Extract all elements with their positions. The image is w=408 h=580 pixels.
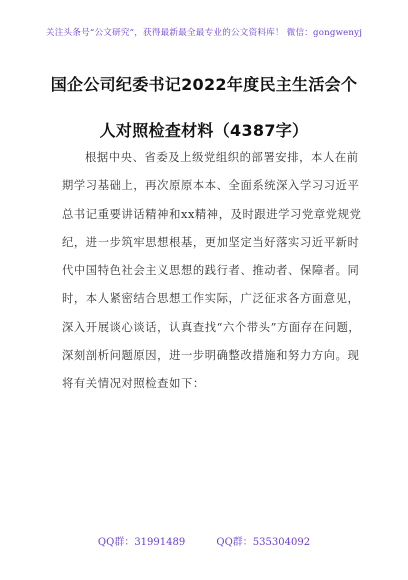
body-line: 代中国特色社会主义思想的践行者、推动者、保障者。同 [62, 264, 360, 278]
title-line-2: 人对照检查材料（4387字） [99, 121, 309, 140]
body-line: 期学习基础上，再次原原本本、全面系统深入学习习近平 [62, 179, 360, 193]
document-title [46, 62, 362, 154]
body-line: 深刻剖析问题原因，进一步明确整改措施和努力方向。现 [62, 349, 360, 363]
qq-group-2: QQ群：535304092 [216, 537, 311, 548]
body-line: 深入开展谈心谈话，认真查找“六个带头”方面存在问题， [62, 320, 361, 334]
body-line: 纪，进一步筑牢思想根基，更加坚定当好落实习近平新时 [62, 235, 360, 249]
qq-group-1: QQ群：31991489 [97, 537, 186, 548]
body-line: 根据中央、省委及上级党组织的部署安排，本人在前 [85, 151, 359, 164]
promo-banner: 关注头条号“公文研究”，获得最新最全最专业的公文资料库！ 微信：gongwenyj [45, 28, 363, 38]
body-paragraph [62, 144, 362, 399]
body-line: 将有关情况对照检查如下： [62, 377, 205, 391]
body-line: 总书记重要讲话精神和xx精神，及时跟进学习党章党规党 [62, 207, 362, 221]
body-line: 时，本人紧密结合思想工作实际，广泛征求各方面意见， [62, 292, 360, 306]
title-line-1: 国企公司纪委书记2022年度民主生活会个 [50, 75, 358, 94]
footer-contact [0, 533, 408, 548]
